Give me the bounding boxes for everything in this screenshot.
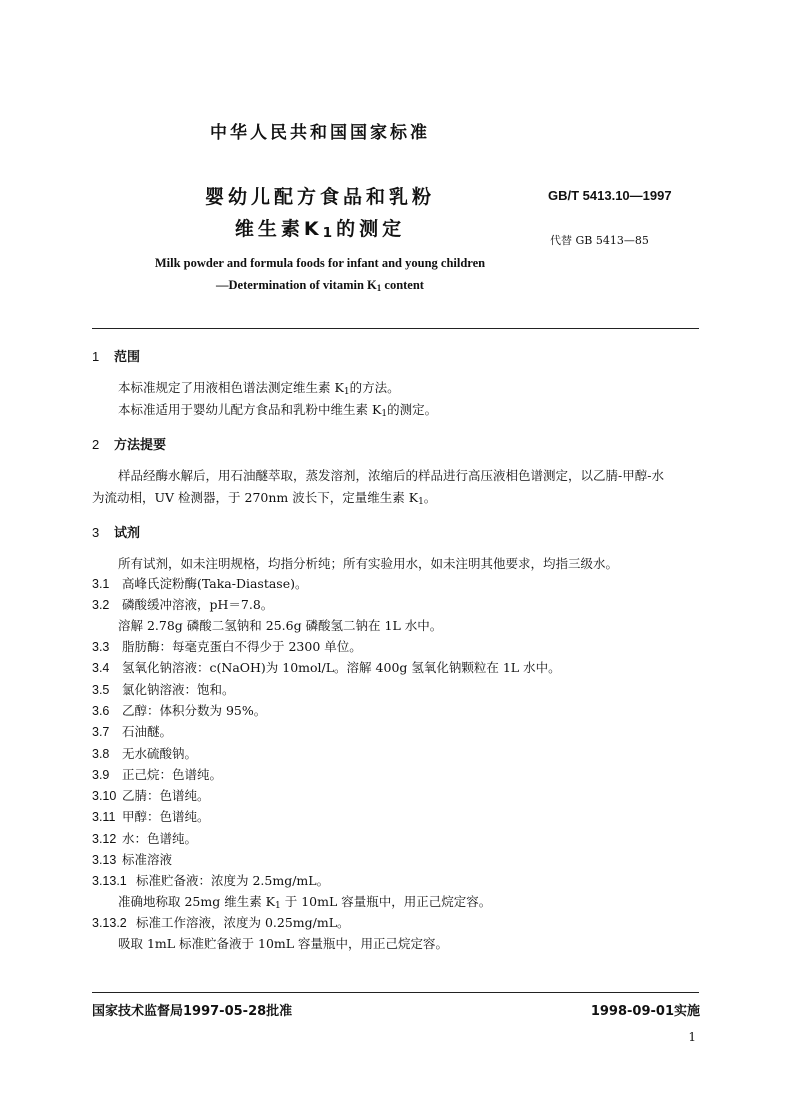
- title-cn-line2: 维生素K1的测定: [234, 218, 406, 241]
- reagent-item: 3.1 高峰氏淀粉酶(Taka-Diastase)。: [92, 576, 308, 591]
- title-en-line2: —Determination of vitamin K1 content: [216, 278, 424, 293]
- section-1-paragraph-2: 本标准适用于婴幼儿配方食品和乳粉中维生素 K1的测定。: [118, 402, 438, 419]
- reagent-detail: 准确地称取 25mg 维生素 K1 于 10mL 容量瓶中，用正己烷定容。: [118, 894, 492, 911]
- reagent-subitem: 3.13.2 标准工作溶液，浓度为 0.25mg/mL。: [92, 915, 350, 930]
- reagent-item: 3.4 氢氧化钠溶液：c(NaOH)为 10mol/L。溶解 400g 氢氧化钠颗粒在 1L 水中。: [92, 660, 561, 675]
- reagent-item: 3.10 乙腈：色谱纯。: [92, 788, 210, 803]
- title-cn-line1: 婴幼儿配方食品和乳粉: [204, 186, 435, 208]
- header-divider: [92, 328, 699, 329]
- section-2-heading: 2 方法提要: [92, 437, 167, 453]
- section-2-line-1: 样品经酶水解后，用石油醚萃取，蒸发溶剂，浓缩后的样品进行高压液相色谱测定，以乙腈-甲醇-水: [118, 468, 664, 483]
- reagent-item: 3.8 无水硫酸钠。: [92, 746, 198, 761]
- footer-divider: [92, 992, 699, 993]
- reagent-item: 3.9 正己烷：色谱纯。: [92, 767, 223, 782]
- reagent-item: 3.7 石油醚。: [92, 724, 173, 739]
- standard-number: GB/T 5413.10—1997: [548, 188, 672, 203]
- section-2-line-2: 为流动相，UV 检测器，于 270nm 波长下，定量维生素 K1。: [92, 490, 437, 507]
- page-number: 1: [688, 1030, 696, 1044]
- reagent-detail: 溶解 2.78g 磷酸二氢钠和 25.6g 磷酸氢二钠在 1L 水中。: [118, 618, 443, 633]
- reagent-item: 3.13 标准溶液: [92, 852, 173, 867]
- national-standard-heading: 中华人民共和国国家标准: [210, 123, 430, 143]
- reagent-subitem: 3.13.1 标准贮备液：浓度为 2.5mg/mL。: [92, 873, 330, 888]
- section-3-intro: 所有试剂，如未注明规格，均指分析纯；所有实验用水，如未注明其他要求，均指三级水。: [118, 556, 619, 571]
- reagent-item: 3.6 乙醇：体积分数为 95%。: [92, 703, 267, 718]
- section-1-heading: 1 范围: [92, 349, 141, 365]
- reagent-detail: 吸取 1mL 标准贮备液于 10mL 容量瓶中，用正己烷定容。: [118, 936, 449, 951]
- reagent-item: 3.12 水：色谱纯。: [92, 831, 198, 846]
- replaces-standard: 代替 GB 5413—85: [550, 234, 649, 247]
- section-3-heading: 3 试剂: [92, 525, 141, 541]
- reagent-item: 3.11 甲醇：色谱纯。: [92, 809, 210, 824]
- reagent-item: 3.3 脂肪酶：每毫克蛋白不得少于 2300 单位。: [92, 639, 362, 654]
- title-en-line1: Milk powder and formula foods for infant and young children: [154, 256, 486, 270]
- section-1-paragraph-1: 本标准规定了用液相色谱法测定维生素 K1的方法。: [118, 380, 400, 397]
- implementation-date: 1998-09-01实施: [590, 1004, 700, 1019]
- reagent-item: 3.2 磷酸缓冲溶液，pH＝7.8。: [92, 597, 274, 612]
- reagent-item: 3.5 氯化钠溶液：饱和。: [92, 682, 235, 697]
- approval-date: 国家技术监督局1997-05-28批准: [92, 1004, 293, 1019]
